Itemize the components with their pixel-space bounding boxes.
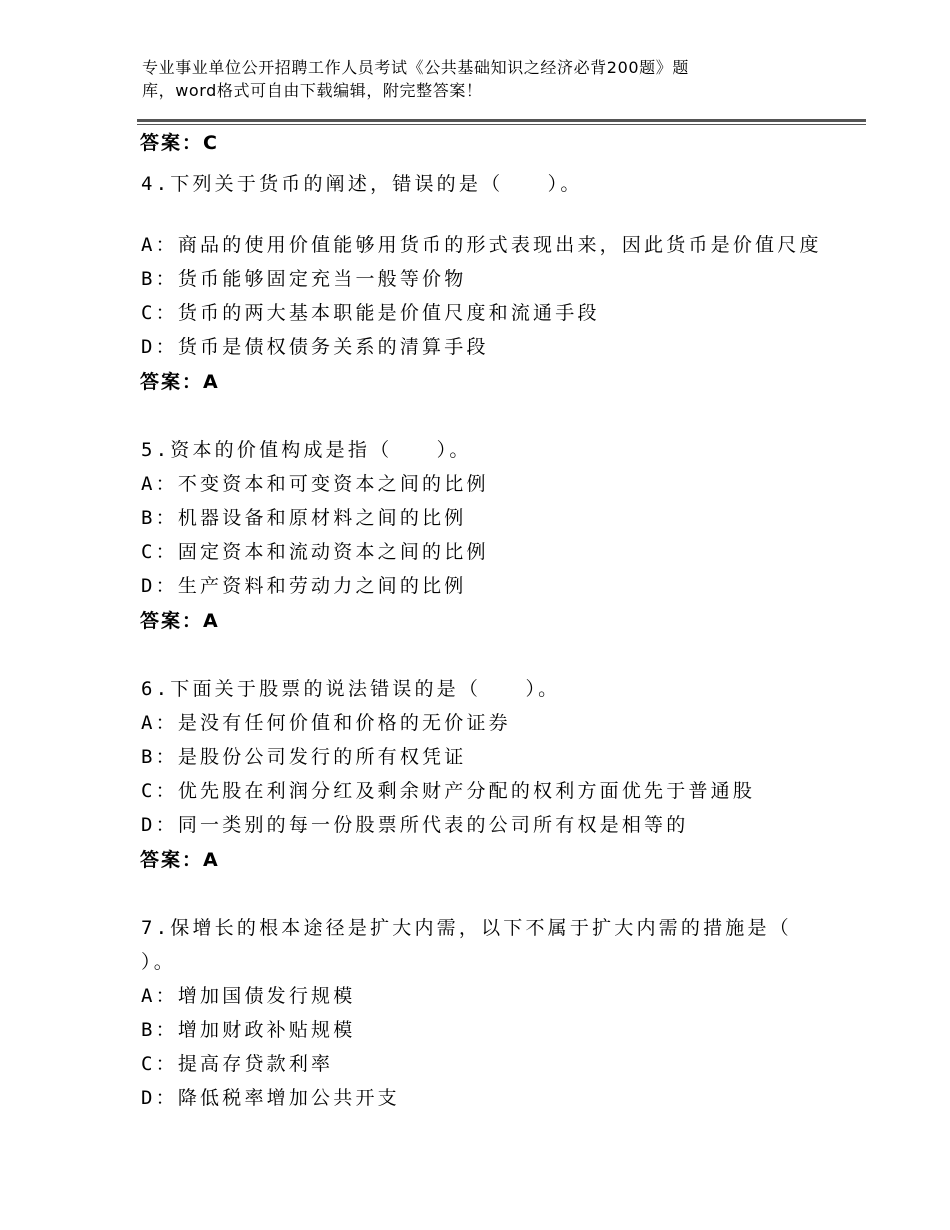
question-7-option-d: D：降低税率增加公共开支 — [141, 1087, 400, 1109]
header-rule-thin — [137, 124, 866, 125]
question-5-answer: 答案：A — [140, 610, 220, 632]
question-6-option-a: A：是没有任何价值和价格的无价证券 — [141, 712, 511, 734]
previous-answer: 答案：C — [140, 132, 219, 154]
document-header — [142, 56, 782, 102]
question-4-stem: 4.下列关于货币的阐述，错误的是（ ）。 — [141, 173, 583, 195]
question-6-option-b: B：是股份公司发行的所有权凭证 — [141, 746, 467, 768]
question-4-answer: 答案：A — [140, 371, 220, 393]
question-4-option-c: C：货币的两大基本职能是价值尺度和流通手段 — [141, 302, 600, 324]
question-4-option-b: B：货币能够固定充当一般等价物 — [141, 268, 467, 290]
question-5-option-d: D：生产资料和劳动力之间的比例 — [141, 575, 467, 597]
question-5-option-a: A：不变资本和可变资本之间的比例 — [141, 473, 489, 495]
question-6-option-c: C：优先股在利润分红及剩余财产分配的权利方面优先于普通股 — [141, 780, 756, 802]
question-6-answer: 答案：A — [140, 849, 220, 871]
question-4-option-d: D：货币是债权债务关系的清算手段 — [141, 336, 489, 358]
header-line-2: 库，word格式可自由下载编辑，附完整答案！ — [142, 81, 483, 100]
question-5-option-c: C：固定资本和流动资本之间的比例 — [141, 541, 489, 563]
question-5-stem: 5.资本的价值构成是指（ ）。 — [141, 439, 472, 461]
question-4-option-a: A：商品的使用价值能够用货币的形式表现出来，因此货币是价值尺度 — [141, 234, 822, 256]
question-6-option-d: D：同一类别的每一份股票所代表的公司所有权是相等的 — [141, 814, 689, 836]
question-6-stem: 6.下面关于股票的说法错误的是（ ）。 — [141, 678, 561, 700]
header-line-1: 专业事业单位公开招聘工作人员考试《公共基础知识之经济必背200题》题 — [142, 58, 689, 77]
question-7-stem: 7.保增长的根本途径是扩大内需，以下不属于扩大内需的措施是（ — [141, 917, 792, 939]
question-7-option-c: C：提高存贷款利率 — [141, 1053, 334, 1075]
question-5-option-b: B：机器设备和原材料之间的比例 — [141, 507, 467, 529]
question-7-stem-continued: ）。 — [141, 951, 176, 973]
question-7-option-a: A：增加国债发行规模 — [141, 985, 356, 1007]
header-rule-thick — [137, 119, 866, 122]
question-7-option-b: B：增加财政补贴规模 — [141, 1019, 356, 1041]
